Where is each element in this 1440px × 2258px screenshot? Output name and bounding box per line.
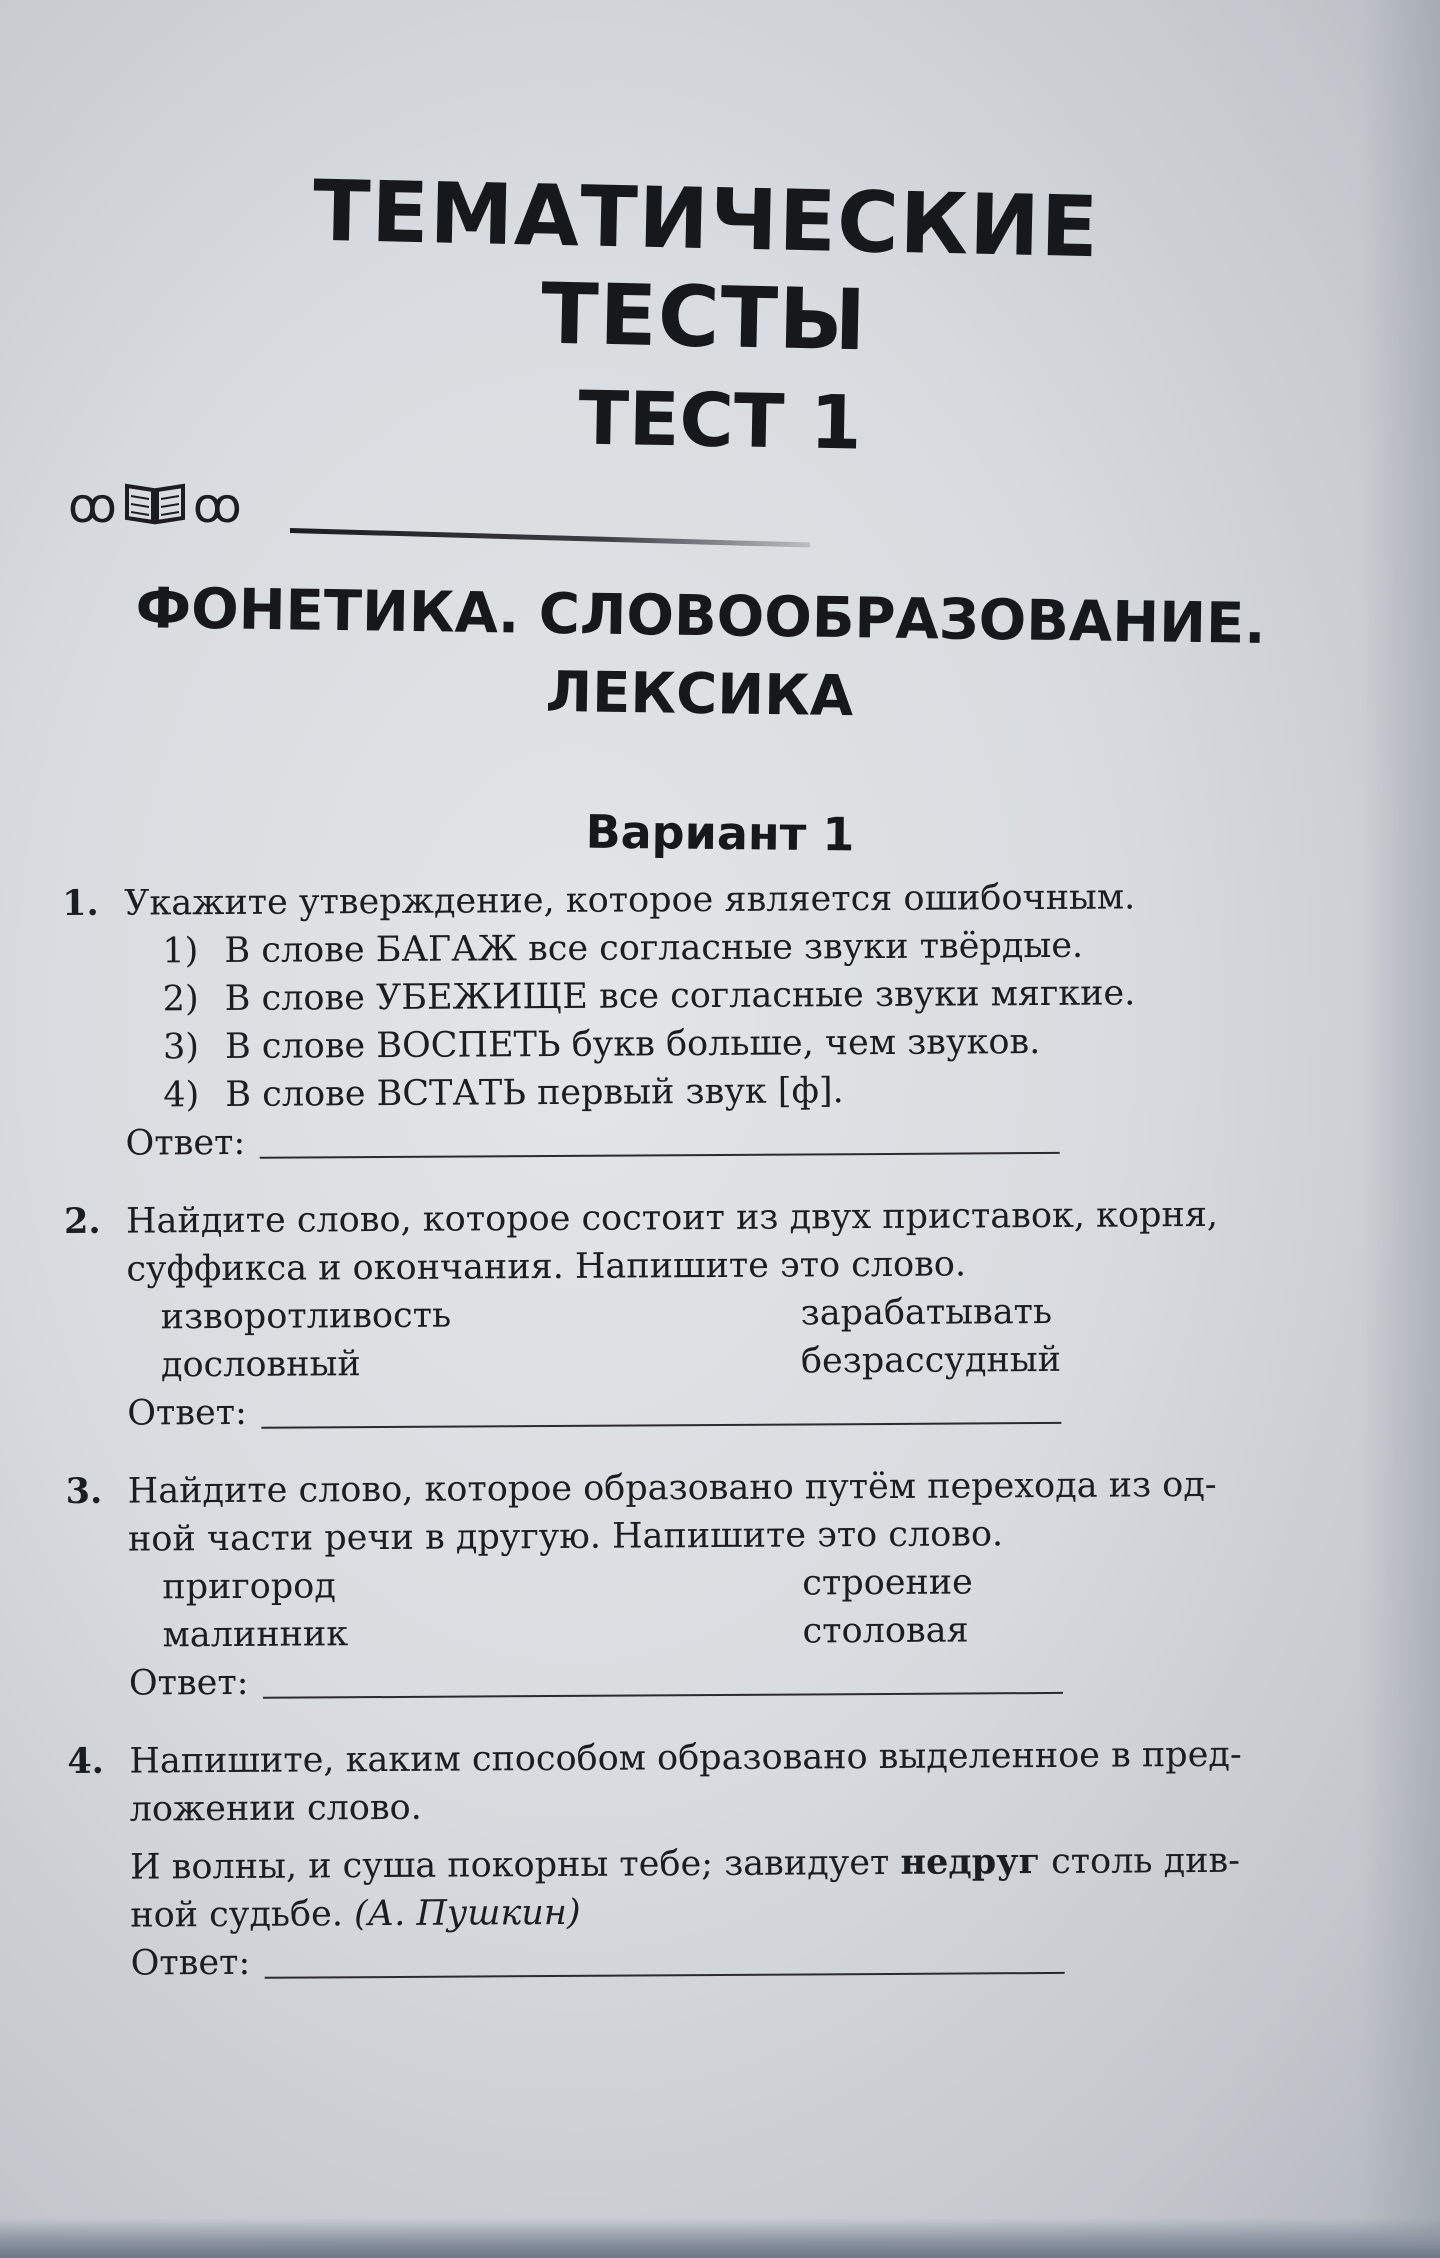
answer-blank[interactable] <box>259 1151 1059 1159</box>
word-option: дословный <box>160 1344 361 1386</box>
book-icon <box>123 480 187 526</box>
option-text: В слове ВОСПЕТЬ букв больше, чем звуков. <box>224 1022 1041 1068</box>
option-number: 4) <box>163 1075 200 1116</box>
question-text-line: Найдите слово, которое образовано путём перехода из од- <box>127 1464 1217 1512</box>
question-number: 3. <box>65 1470 103 1512</box>
answer-label: Ответ: <box>127 1392 248 1434</box>
answer-label: Ответ: <box>130 1942 251 1984</box>
quotation-text: ной судьбе. <box>130 1894 355 1936</box>
option-item <box>162 920 1382 975</box>
page-title: ТЕМАТИЧЕСКИЕ ТЕСТЫ <box>312 161 1101 370</box>
word-option: пригород <box>162 1566 336 1608</box>
test-title: ТЕСТ 1 <box>577 375 863 467</box>
answer-blank[interactable] <box>261 1421 1061 1429</box>
question-text <box>126 1190 1385 1294</box>
quotation-line <box>130 1884 1388 1940</box>
option-item <box>163 968 1383 1023</box>
quotation-author: (А. Пушкин) <box>353 1892 581 1935</box>
option-text: В слове ВСТАТЬ первый звук [ф]. <box>225 1071 844 1116</box>
quotation-line <box>130 1836 1388 1892</box>
option-text: В слове УБЕЖИЩЕ все согласные звуки мягкие. <box>224 973 1136 1020</box>
question-text-line: ной части речи в другую. Напишите это слово. <box>127 1514 1004 1560</box>
options-list <box>162 920 1383 1119</box>
question-number: 1. <box>62 882 99 924</box>
question-text-line: Найдите слово, которое состоит из двух приставок, корня, <box>125 1194 1219 1242</box>
word-option: безрассудный <box>800 1339 1062 1382</box>
book-ornament-icon: ꝏ ꝏ <box>68 478 242 534</box>
section-title-line-1: ФОНЕТИКА. СЛОВООБРАЗОВАНИЕ. <box>135 576 1266 657</box>
answer-line <box>130 1932 1388 1988</box>
option-number: 1) <box>162 931 199 972</box>
quotation-text: И волны, и суша покорны тебе; завидует <box>129 1842 901 1888</box>
option-number: 2) <box>162 979 199 1020</box>
word-options <box>161 1286 1386 1389</box>
question-text-line: ложении слово. <box>129 1787 422 1830</box>
question-text-line: Напишите, каким способом образовано выделенное в пред- <box>129 1734 1242 1782</box>
option-text: В слове БАГАЖ все согласные звуки твёрдые. <box>224 925 1084 972</box>
question-text: Укажите утверждение, которое является ошибочным. <box>124 877 1136 924</box>
quotation-text: столь див- <box>1039 1840 1241 1883</box>
answer-label: Ответ: <box>128 1662 249 1704</box>
question-4 <box>67 1730 1389 1988</box>
question-text <box>129 1730 1388 1834</box>
word-option: строение <box>802 1562 973 1604</box>
answer-line <box>125 1112 1383 1168</box>
section-title <box>129 570 1271 742</box>
question-text-line: суффикса и окончания. Напишите это слово. <box>126 1244 967 1290</box>
answer-line <box>129 1652 1387 1708</box>
question-1 <box>62 872 1384 1168</box>
option-number: 3) <box>162 1027 200 1068</box>
question-number: 2. <box>63 1200 101 1242</box>
answer-line <box>127 1382 1385 1438</box>
option-item <box>163 1064 1383 1119</box>
ornament-line <box>290 528 810 548</box>
answer-blank[interactable] <box>264 1971 1064 1979</box>
table-edge <box>0 2218 1440 2258</box>
quotation <box>130 1836 1389 1940</box>
question-number: 4. <box>67 1740 105 1782</box>
answer-blank[interactable] <box>263 1691 1063 1699</box>
question-3 <box>66 1460 1387 1708</box>
question-2 <box>64 1190 1385 1438</box>
answer-label: Ответ: <box>125 1122 246 1164</box>
word-option: зарабатывать <box>800 1291 1053 1334</box>
questions-body <box>62 872 1389 2018</box>
section-title-line-2: ЛЕКСИКА <box>545 659 854 730</box>
option-item <box>163 1016 1383 1071</box>
highlighted-word: недруг <box>900 1841 1041 1883</box>
word-option: столовая <box>802 1610 969 1652</box>
variant-heading: Вариант 1 <box>585 804 855 862</box>
word-option: малинник <box>162 1614 349 1656</box>
page-shadow <box>1360 0 1440 2258</box>
word-options <box>162 1556 1387 1659</box>
question-text <box>128 1460 1387 1564</box>
word-option: изворотливость <box>160 1295 452 1338</box>
ornament <box>68 478 768 548</box>
